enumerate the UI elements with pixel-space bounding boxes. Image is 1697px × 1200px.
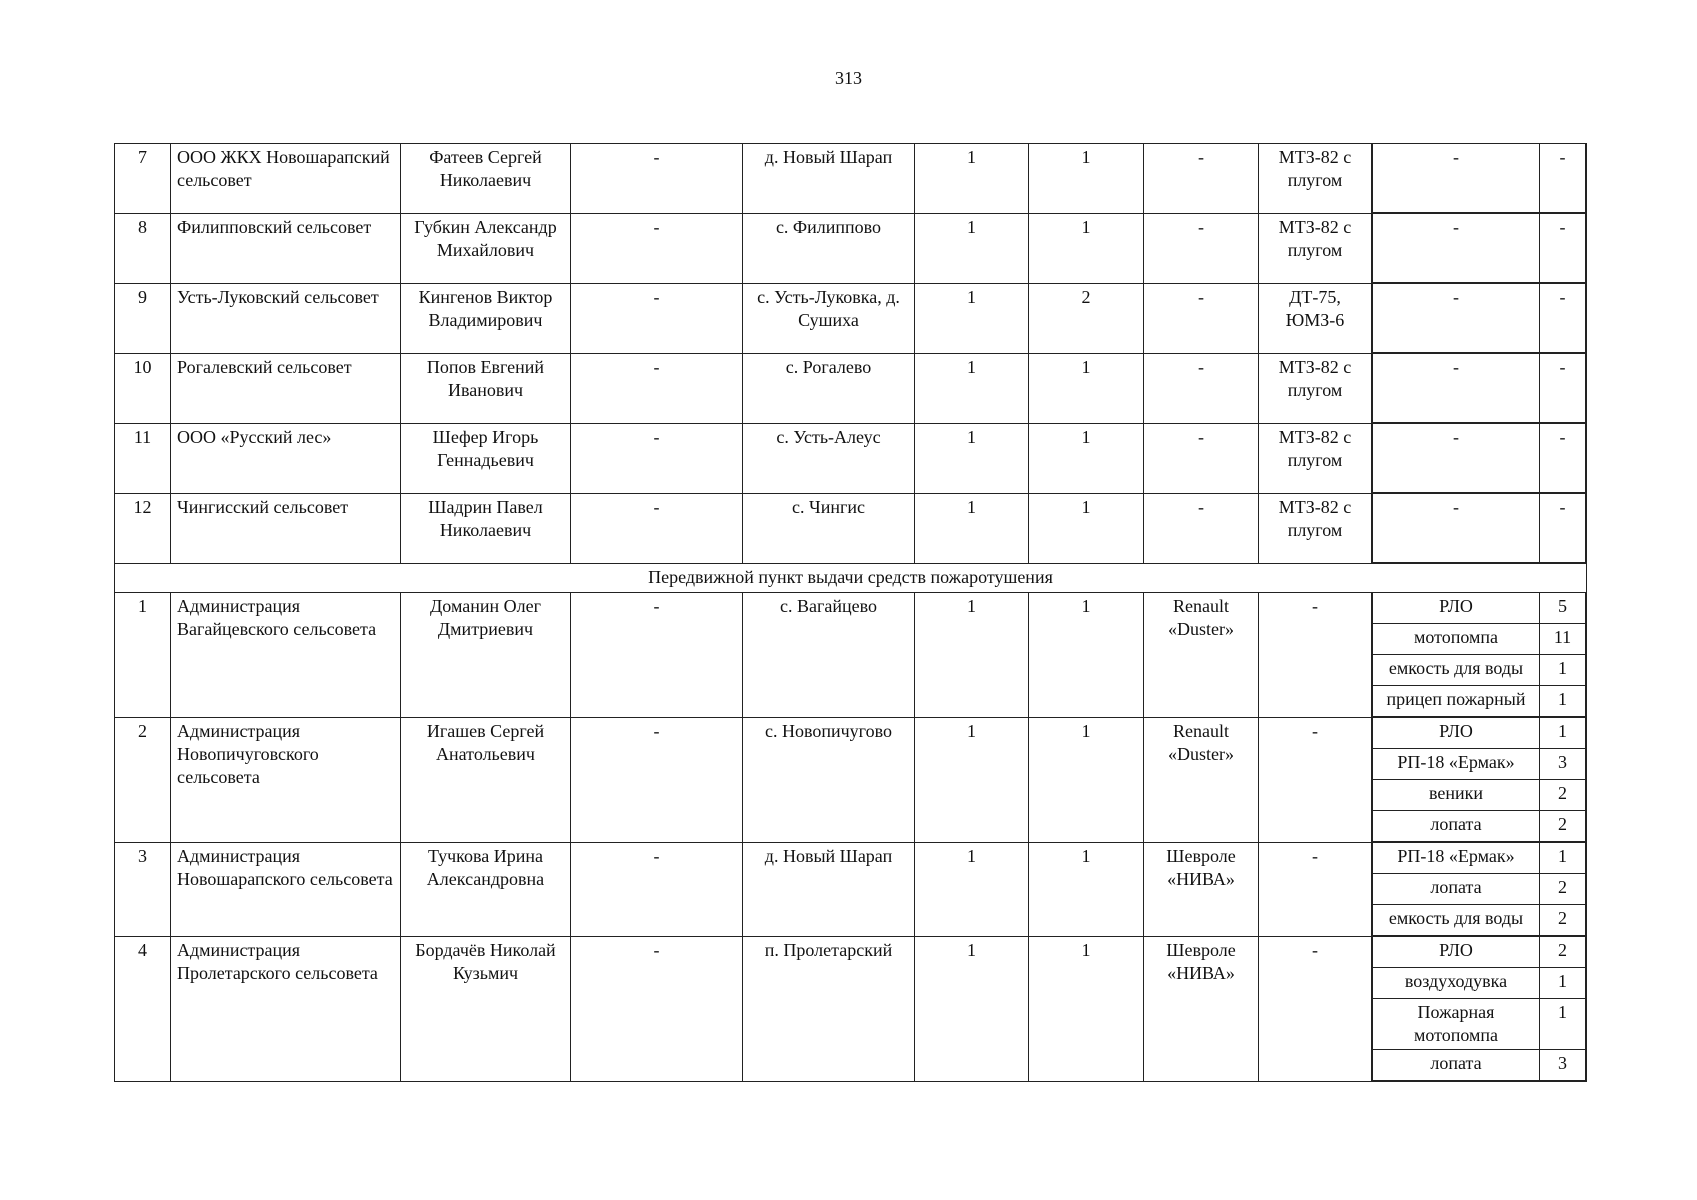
cell-col8: - [1259,718,1372,843]
cell-col7: - [1144,424,1259,494]
cell-col3: - [571,718,743,843]
resources-table [114,143,1587,1082]
location-cell: с. Новопичугово [743,718,915,843]
extra-cells [1372,354,1587,424]
table-row [115,214,1587,284]
equipment-name: емкость для воды [1373,905,1540,936]
location-cell: с. Усть-Луковка, д. Сушиха [743,284,915,354]
equipment-name: лопата [1373,1050,1540,1081]
equipment-qty: 5 [1540,593,1586,624]
equipment-name: РП-18 «Ермак» [1373,749,1540,780]
equipment-cell: МТЗ-82 с плугом [1259,494,1372,564]
equipment-qty: 2 [1540,937,1586,968]
equipment-item [1373,624,1586,655]
organization-cell: Администрация Пролетарского сельсовета [171,937,401,1082]
table-row [115,593,1587,718]
cell-col3: - [571,937,743,1082]
fire-equipment-list [1372,718,1587,843]
cell-col5: 1 [915,354,1029,424]
responsible-person-cell: Игашев Сергей Анатольевич [401,718,571,843]
cell-col5: 1 [915,214,1029,284]
cell-col5: 1 [915,284,1029,354]
cell-col10: - [1540,424,1586,493]
extra-cells [1372,214,1587,284]
cell-col5: 1 [915,843,1029,937]
equipment-name: Пожарная мотопомпа [1373,999,1540,1050]
equipment-qty: 3 [1540,1050,1586,1081]
equipment-item [1373,780,1586,811]
vehicle-cell: Шевроле «НИВА» [1144,843,1259,937]
section-row [115,564,1587,593]
cell-col10: - [1540,494,1586,563]
equipment-name: мотопомпа [1373,624,1540,655]
equipment-name: РЛО [1373,593,1540,624]
cell-col8: - [1259,937,1372,1082]
cell-col9: - [1373,144,1540,213]
page-number: 313 [835,68,862,88]
responsible-person-cell: Кингенов Виктор Владимирович [401,284,571,354]
row-number: 4 [115,937,171,1082]
equipment-cell: ДТ-75, ЮМЗ-6 [1259,284,1372,354]
fire-equipment-list [1372,593,1587,718]
extra-cells [1372,424,1587,494]
equipment-qty: 1 [1540,686,1586,717]
equipment-item [1373,655,1586,686]
equipment-name: воздуходувка [1373,968,1540,999]
equipment-item [1373,1050,1586,1081]
cell-col10: - [1540,284,1586,353]
row-number: 7 [115,144,171,214]
equipment-cell: МТЗ-82 с плугом [1259,354,1372,424]
location-cell: д. Новый Шарап [743,144,915,214]
equipment-item [1373,905,1586,936]
cell-col6: 1 [1029,843,1144,937]
location-cell: с. Усть-Алеус [743,424,915,494]
equipment-item [1373,686,1586,717]
row-number: 9 [115,284,171,354]
equipment-cell: МТЗ-82 с плугом [1259,214,1372,284]
location-cell: с. Вагайцево [743,593,915,718]
equipment-qty: 3 [1540,749,1586,780]
vehicle-cell: Renault «Duster» [1144,718,1259,843]
equipment-qty: 1 [1540,968,1586,999]
table-row [115,424,1587,494]
row-number: 11 [115,424,171,494]
equipment-item [1373,999,1586,1050]
cell-col5: 1 [915,494,1029,564]
location-cell: д. Новый Шарап [743,843,915,937]
cell-col9: - [1373,354,1540,423]
cell-col6: 1 [1029,424,1144,494]
table-row [115,843,1587,937]
cell-col10: - [1540,214,1586,283]
equipment-name: веники [1373,780,1540,811]
cell-col6: 1 [1029,354,1144,424]
cell-col7: - [1144,284,1259,354]
extra-cells [1372,284,1587,354]
table-row [115,354,1587,424]
equipment-qty: 1 [1540,718,1586,749]
cell-col10: - [1540,354,1586,423]
cell-col3: - [571,424,743,494]
equipment-item [1373,874,1586,905]
equipment-item [1373,749,1586,780]
cell-col9: - [1373,214,1540,283]
equipment-qty: 2 [1540,811,1586,842]
responsible-person-cell: Попов Евгений Иванович [401,354,571,424]
location-cell: п. Пролетарский [743,937,915,1082]
responsible-person-cell: Доманин Олег Дмитриевич [401,593,571,718]
equipment-item [1373,811,1586,842]
cell-col7: - [1144,354,1259,424]
location-cell: с. Филиппово [743,214,915,284]
organization-cell: Рогалевский сельсовет [171,354,401,424]
row-number: 10 [115,354,171,424]
equipment-qty: 2 [1540,905,1586,936]
cell-col7: - [1144,144,1259,214]
cell-col5: 1 [915,424,1029,494]
equipment-item [1373,593,1586,624]
cell-col6: 1 [1029,937,1144,1082]
vehicle-cell: Renault «Duster» [1144,593,1259,718]
cell-col6: 1 [1029,144,1144,214]
cell-col6: 1 [1029,494,1144,564]
responsible-person-cell: Шефер Игорь Геннадьевич [401,424,571,494]
equipment-name: лопата [1373,811,1540,842]
row-number: 12 [115,494,171,564]
table-row [115,937,1587,1082]
equipment-qty: 11 [1540,624,1586,655]
equipment-name: лопата [1373,874,1540,905]
location-cell: с. Чингис [743,494,915,564]
row-number: 8 [115,214,171,284]
row-number: 1 [115,593,171,718]
cell-col5: 1 [915,937,1029,1082]
organization-cell: Усть-Луковский сельсовет [171,284,401,354]
equipment-item [1373,968,1586,999]
cell-col6: 1 [1029,593,1144,718]
cell-col3: - [571,284,743,354]
equipment-cell: МТЗ-82 с плугом [1259,144,1372,214]
equipment-qty: 1 [1540,999,1586,1050]
section-title: Передвижной пункт выдачи средств пожаротушения [115,564,1587,593]
equipment-item [1373,937,1586,968]
row-number: 2 [115,718,171,843]
cell-col9: - [1373,494,1540,563]
cell-col9: - [1373,424,1540,493]
table-row [115,144,1587,214]
organization-cell: Администрация Новопичуговского сельсовета [171,718,401,843]
organization-cell: Администрация Вагайцевского сельсовета [171,593,401,718]
cell-col6: 2 [1029,284,1144,354]
top-rows [115,144,1587,564]
extra-cells [1372,494,1587,564]
mobile-rows [115,593,1587,1082]
equipment-item [1373,843,1586,874]
equipment-cell: МТЗ-82 с плугом [1259,424,1372,494]
equipment-name: прицеп пожарный [1373,686,1540,717]
equipment-qty: 2 [1540,780,1586,811]
cell-col5: 1 [915,593,1029,718]
cell-col5: 1 [915,718,1029,843]
cell-col8: - [1259,843,1372,937]
organization-cell: Филипповский сельсовет [171,214,401,284]
cell-col7: - [1144,494,1259,564]
table-row [115,718,1587,843]
cell-col3: - [571,843,743,937]
cell-col3: - [571,144,743,214]
equipment-qty: 1 [1540,843,1586,874]
equipment-name: РП-18 «Ермак» [1373,843,1540,874]
equipment-qty: 2 [1540,874,1586,905]
fire-equipment-list [1372,937,1587,1082]
cell-col6: 1 [1029,214,1144,284]
cell-col7: - [1144,214,1259,284]
responsible-person-cell: Фатеев Сергей Николаевич [401,144,571,214]
cell-col10: - [1540,144,1586,213]
organization-cell: ООО ЖКХ Новошарапский сельсовет [171,144,401,214]
organization-cell: ООО «Русский лес» [171,424,401,494]
cell-col3: - [571,214,743,284]
vehicle-cell: Шевроле «НИВА» [1144,937,1259,1082]
organization-cell: Чингисский сельсовет [171,494,401,564]
equipment-name: РЛО [1373,937,1540,968]
cell-col5: 1 [915,144,1029,214]
equipment-name: емкость для воды [1373,655,1540,686]
equipment-name: РЛО [1373,718,1540,749]
extra-cells [1372,144,1587,214]
equipment-qty: 1 [1540,655,1586,686]
cell-col8: - [1259,593,1372,718]
responsible-person-cell: Тучкова Ирина Александровна [401,843,571,937]
cell-col3: - [571,494,743,564]
cell-col9: - [1373,284,1540,353]
cell-col3: - [571,593,743,718]
responsible-person-cell: Шадрин Павел Николаевич [401,494,571,564]
fire-equipment-list [1372,843,1587,937]
location-cell: с. Рогалево [743,354,915,424]
responsible-person-cell: Губкин Александр Михайлович [401,214,571,284]
cell-col6: 1 [1029,718,1144,843]
responsible-person-cell: Бордачёв Николай Кузьмич [401,937,571,1082]
table-row [115,494,1587,564]
table-row [115,284,1587,354]
equipment-item [1373,718,1586,749]
row-number: 3 [115,843,171,937]
organization-cell: Администрация Новошарапского сельсовета [171,843,401,937]
cell-col3: - [571,354,743,424]
